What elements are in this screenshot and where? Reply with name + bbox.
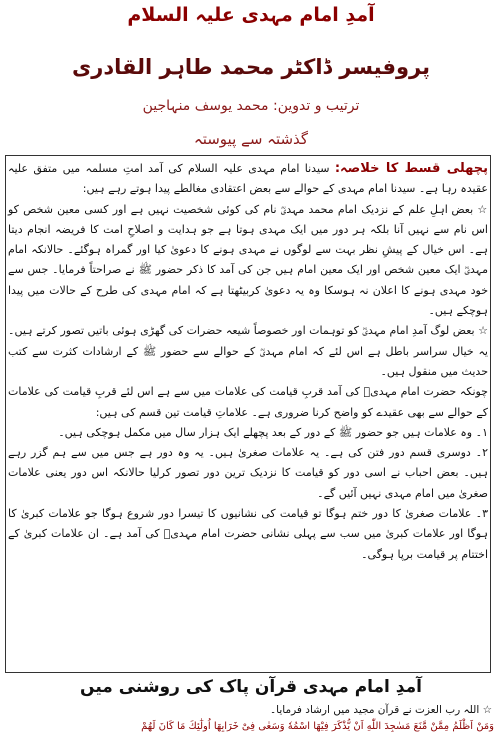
summary-p2-text: بعض اہلِ علم کے نزدیک امام محمد مہدیؓ نام کی کوئی شخصیت نہیں ہے اور کسی معین شخص کو اس نام سے نہیں آنا بلکہ ہر دور میں ایک مہدی ہوتا ہے جو ہدایت و اصلاحِ امت کا فریضہ انجام دیتا ہے۔ اس خیال کے پیشِ نظر بہت سے لوگوں نے مہدی ہونے کا دعویٰ کیا اور گمراہ ہوگئے۔ حالانکہ امام مہدیؓ ایک معین شخص اور ایک معین امام ہیں جن کی آمد کا ذکر حضور ﷺ نے صراحتاً فرمایا۔ جس سے خود مہدی ہونے کا اعلان نہ ہوسکا وہ یہ دعویٰ کربیٹھتا ہے کہ امام مہدی کی طرح کے حالات میں پیدا ہوچکے ہیں۔ [8, 202, 488, 318]
summary-paragraph-1 [8, 159, 488, 200]
section-intro [270, 704, 492, 716]
summary-paragraph-5: ۱۔ وہ علامات ہیں جو حضور ﷺ کے دور کے بعد پچھلے ایک ہزار سال میں مکمل ہوچکی ہیں۔ [58, 425, 488, 439]
star-icon: ☆ [477, 202, 489, 216]
summary-lead: پچھلی قسط کا خلاصہ: [334, 161, 489, 176]
author-name: پروفیسر ڈاکٹر محمد طاہر القادری [72, 55, 430, 79]
summary-text [8, 159, 488, 565]
section-heading: آمدِ امام مہدی قرآن پاک کی روشنی میں [80, 677, 422, 697]
star-icon: ☆ [478, 324, 488, 338]
summary-paragraph-2 [8, 200, 488, 322]
summary-paragraph-4: چونکہ حضرت امام مہدیؓ کی آمد قربِ قیامت کی علامات میں سے ہے اس لئے قربِ قیامت کی علامات کے حوالے سے بھی عقیدے کو واضح کرنا ضروری ہے۔ علاماتِ قیامت تین قسم کی ہیں: [8, 385, 488, 419]
intro-text: اللہ رب العزت نے قرآن مجید میں ارشاد فرمایا۔ [270, 704, 480, 716]
star-icon: ☆ [482, 704, 492, 716]
summary-p3-text: بعض لوگ آمدِ امام مہدیؓ کو توہمات اور خصوصاً شیعہ حضرات کی گھڑی ہوئی باتیں تصور کرتے ہیں۔ یہ خیال سراسر باطل ہے اس لئے کہ امام مہدیؓ کے حوالے سے حضور ﷺ کے ارشادات کثرت سے کتب حدیث میں منقول ہیں۔ [8, 324, 488, 378]
compiler-credit: ترتیب و تدوین: محمد یوسف منہاجین [142, 98, 360, 114]
summary-p1-text: سیدنا امام مہدی علیہ السلام کی آمد امتِ مسلمہ میں متفق علیہ عقیدہ رہا ہے۔ سیدنا امام مہدی کے حوالے سے بعض اعتقادی مغالطے پیدا ہوتے رہے ہیں: [8, 162, 488, 196]
summary-paragraph-3 [8, 321, 488, 382]
continued-note: گذشتہ سے پیوستہ [193, 130, 309, 148]
summary-paragraph-7: ۳۔ علامات صغریٰ کا دور ختم ہوگا تو قیامت کی نشانیوں کا تیسرا دور شروع ہوگا جو علامات کبریٰ کا ہوگا اور علامات کبریٰ میں سب سے پہلی نشانی حضرت امام مہدیؓ کی آمد ہے۔ ان علامات کبریٰ کے اختتام پر قیامت برپا ہوگی۔ [8, 507, 488, 561]
article-title: آمدِ امام مہدی علیہ السلام [127, 4, 375, 26]
summary-paragraph-6: ۲۔ دوسری قسم دور فتن کی ہے۔ یہ علامات صغریٰ ہیں۔ یہ وہ دور ہے جس میں سے ہم گزر رہے ہیں۔ بعض احباب نے اسی دور کو قیامت کا نزدیک ترین دور تصور کرلیا حالانکہ اس دور یعنی علامات صغریٰ میں امام مہدی نہیں آئیں گے۔ [8, 446, 488, 500]
quran-verse: وَمَنْ اَظْلَمُ مِمَّنْ مَّنَعَ مَسٰجِدَ اللّٰهِ اَنْ يُّذْكَرَ فِيْهَا اسْمُهٗ وَسَعٰى فِىْ خَرَابِهَا اُولٰٓئِكَ مَا كَانَ لَهُمْ [141, 721, 494, 732]
